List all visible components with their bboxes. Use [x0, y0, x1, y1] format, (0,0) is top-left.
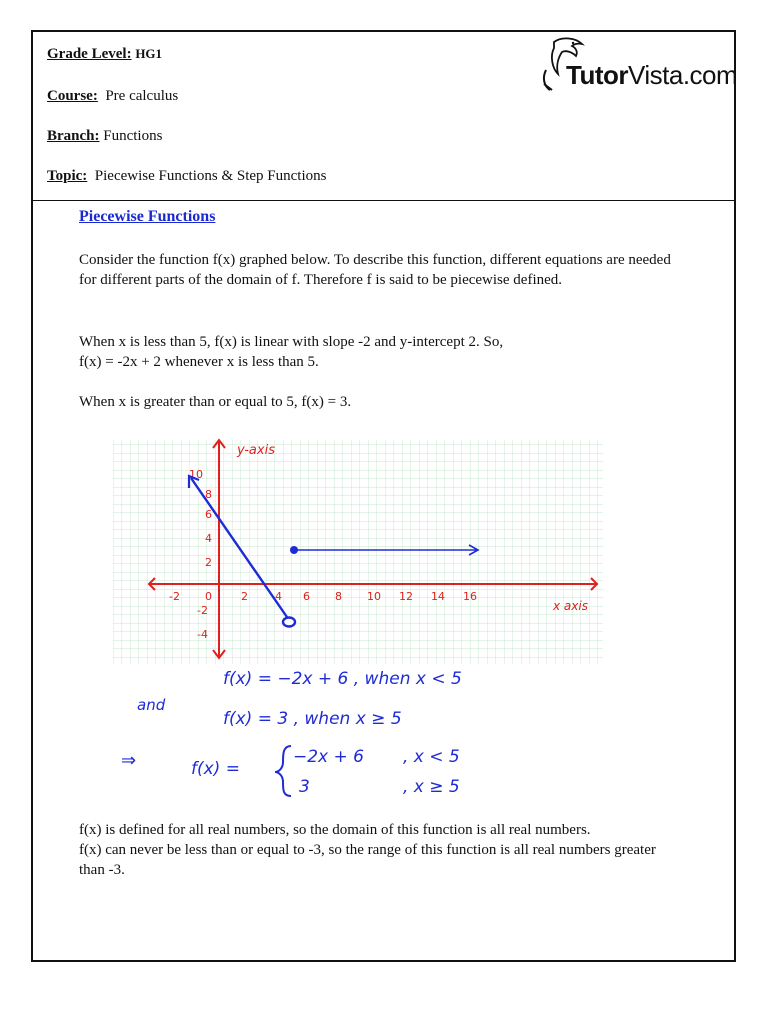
x-tick-10: 10: [367, 590, 381, 603]
open-endpoint-circle: [283, 618, 295, 627]
paragraph-linear: [79, 332, 679, 372]
case-1-expression: −2x + 6: [293, 747, 364, 767]
graph-grid: [113, 440, 603, 664]
and-word: and: [137, 696, 166, 714]
topic-value: Piecewise Functions & Step Functions: [94, 168, 327, 184]
x-tick-12: 12: [399, 590, 413, 603]
paragraph-constant: When x is greater than or equal to 5, f(x) = 3.: [79, 394, 352, 410]
y-tick-10: 10: [189, 468, 203, 481]
topic-label: Topic:: [47, 168, 88, 184]
paragraph-range: f(x) can never be less than or equal to -3, so the range of this function is all real numbers greater than -3.: [79, 842, 656, 878]
x-tick-14: 14: [431, 590, 445, 603]
x-axis-label: x axis: [553, 599, 588, 613]
x-tick-16: 16: [463, 590, 477, 603]
y-tick-4: 4: [205, 532, 212, 545]
x-tick-0: 0: [205, 590, 212, 603]
tutorvista-logo: [532, 34, 738, 100]
handwritten-equations: [113, 664, 633, 824]
x-tick-6: 6: [303, 590, 310, 603]
equation-line-1: f(x) = −2x + 6 , when x < 5: [223, 669, 462, 689]
grade-level-label: Grade Level:: [47, 46, 132, 62]
case-2-condition: , x ≥ 5: [403, 777, 460, 797]
piecewise-brace-icon: [275, 746, 291, 796]
course-line: [47, 88, 178, 105]
worksheet-frame: [31, 30, 736, 962]
logo-wordmark: [566, 60, 737, 91]
equation-line-2: f(x) = 3 , when x ≥ 5: [223, 709, 402, 729]
logo-brand-rest: Vista.com: [628, 60, 738, 90]
header-divider: [33, 200, 734, 201]
x-tick-neg2: -2: [169, 590, 180, 603]
paragraph-intro: Consider the function f(x) graphed below. To describe this function, different equations are needed for different parts of the domain of f. Therefore f is said to be piecewise defined.: [79, 252, 671, 288]
piecewise-graph: [113, 436, 603, 664]
case-2-expression: 3: [299, 777, 310, 797]
grade-level-value: HG1: [135, 46, 163, 61]
grade-level-line: [47, 46, 162, 63]
branch-label: Branch:: [47, 128, 100, 144]
topic-line: [47, 168, 326, 185]
paragraph-domain-range: [79, 820, 679, 880]
x-tick-8: 8: [335, 590, 342, 603]
piecewise-lhs: f(x) =: [191, 759, 240, 779]
paragraph-linear-line1: When x is less than 5, f(x) is linear with slope -2 and y-intercept 2. So,: [79, 334, 504, 350]
paragraph-linear-line2: f(x) = -2x + 2 whenever x is less than 5.: [79, 354, 319, 370]
y-tick-2: 2: [205, 556, 212, 569]
y-axis-label: y-axis: [237, 443, 275, 458]
x-tick-4: 4: [275, 590, 282, 603]
branch-value: Functions: [103, 128, 163, 144]
y-tick-neg2: -2: [197, 604, 208, 617]
y-tick-8: 8: [205, 488, 212, 501]
course-label: Course:: [47, 88, 98, 104]
y-tick-6: 6: [205, 508, 212, 521]
course-value: Pre calculus: [105, 88, 179, 104]
implies-arrow: ⇒: [121, 750, 137, 771]
section-title-link[interactable]: Piecewise Functions: [79, 208, 216, 225]
branch-line: [47, 128, 162, 145]
logo-brand-bold: Tutor: [566, 60, 628, 90]
paragraph-domain: f(x) is defined for all real numbers, so the domain of this function is all real numbers.: [79, 822, 591, 838]
case-1-condition: , x < 5: [403, 747, 460, 767]
x-tick-2: 2: [241, 590, 248, 603]
y-tick-neg4: -4: [197, 628, 208, 641]
